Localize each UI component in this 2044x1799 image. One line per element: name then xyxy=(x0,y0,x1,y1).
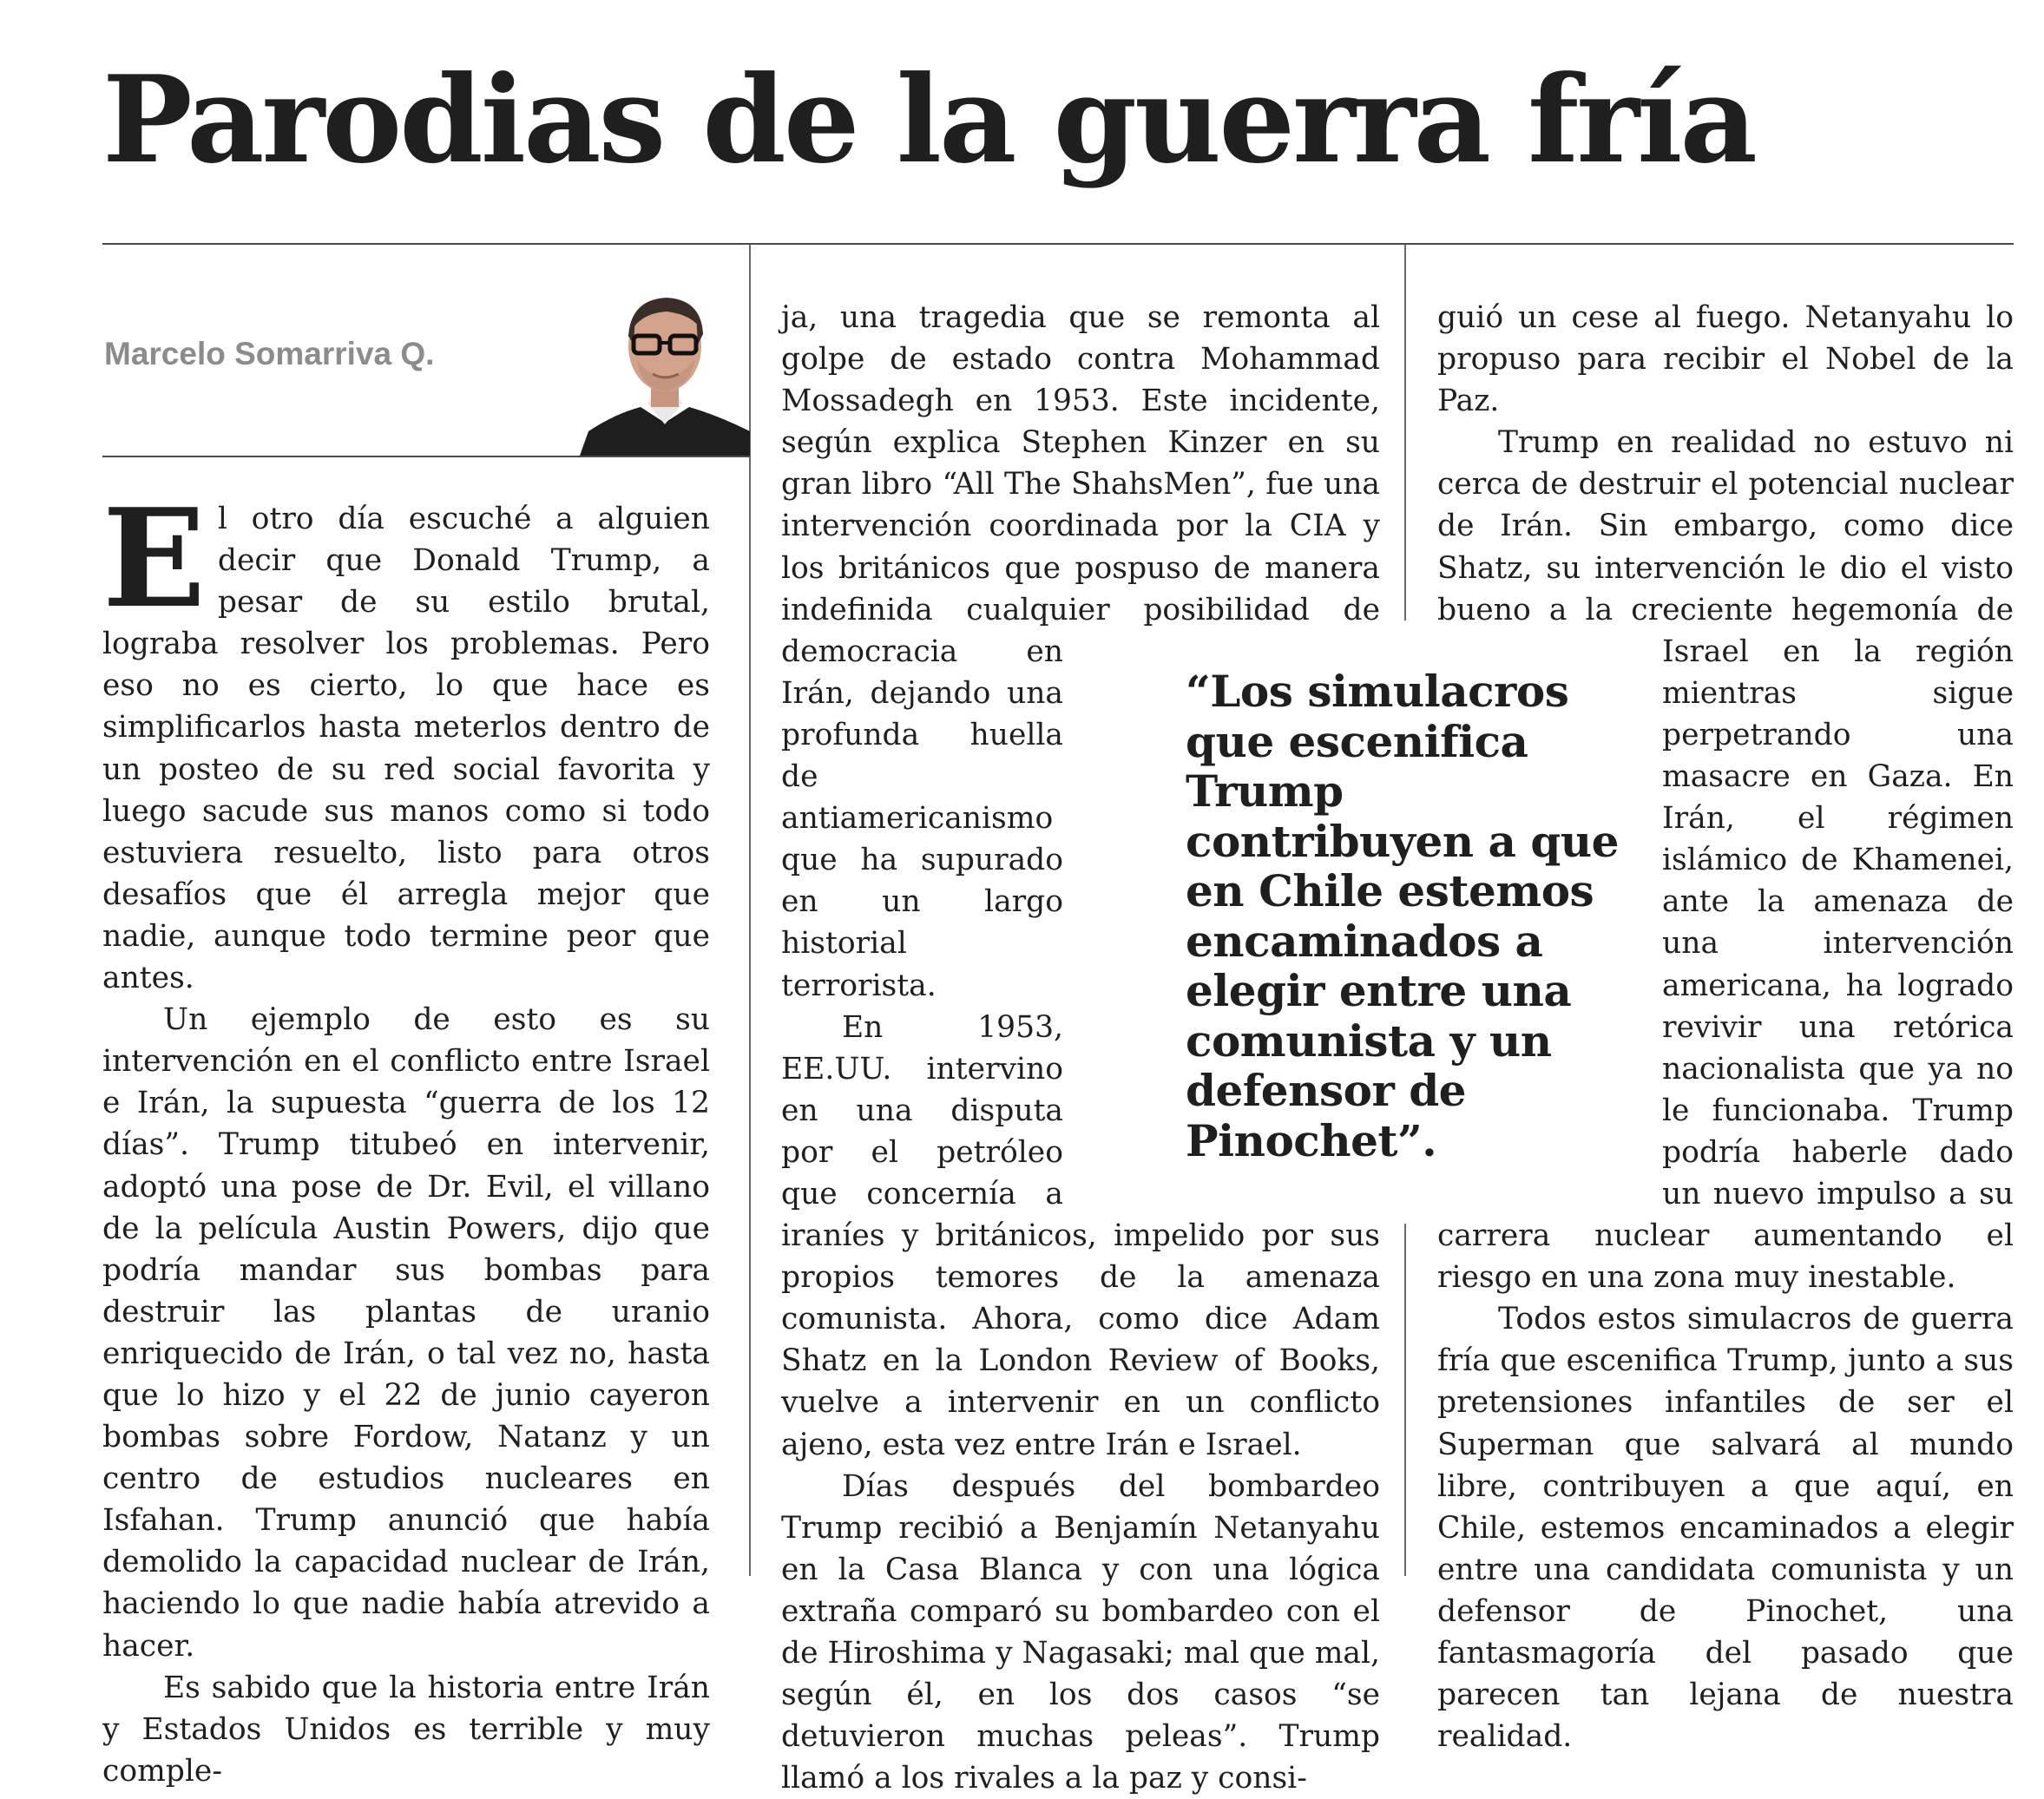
paragraph-1 xyxy=(102,479,710,999)
author-portrait-photo xyxy=(580,292,750,456)
column-divider-2-top xyxy=(1404,245,1406,620)
drop-cap: E xyxy=(102,479,206,638)
paragraph-1-text: l otro día escuché a alguien decir que Donald Trump, a pesar de su estilo brutal, lograba resolver los problemas. Pero eso no es cierto, lo que hace es simplificarlos hasta meterlos dentro de un posteo de su red social favorita y luego sacude sus manos como si todo estuviera resuelto, listo para otros desafíos que él arregla mejor que nadie, aunque todo termine peor que antes. xyxy=(102,502,710,996)
paragraph-5: En 1953, EE.UU. intervino en una disputa por el petróleo que concernía a iraníes y británicos, impelido por sus propios temores de la amenaza comunista. Ahora, como dice Adam Shatz en la London Review of Books, vuelve a intervenir en un conflicto ajeno, esta vez entre Irán e Israel. xyxy=(781,1009,1380,1462)
byline-divider xyxy=(102,456,750,457)
paragraph-9: Todos estos simulacros de guerra fría que escenifica Trump, junto a sus pretensiones infantiles de ser el Superman que salvará al mundo libre, contribuyen a que aquí, en Chile, estemos encaminados a elegir entre una candidata comunista y un defensor de Pinochet, una fantasmagoría del pasado que parecen tan lejana de nuestra realidad. xyxy=(1437,1302,2014,1755)
headline: Parodias de la guerra fría xyxy=(102,49,1755,190)
article-column-1 xyxy=(102,479,710,1792)
paragraph-7: guió un cese al fuego. Netanyahu lo propuso para recibir el Nobel de la Paz. xyxy=(1437,300,2014,419)
paragraph-8: Trump en realidad no estuvo ni cerca de destruir el potencial nuclear de Irán. Sin embargo, como dice Shatz, su intervención le dio el visto bueno a la creciente hegemonía de Israel en la región mientras sigue perpetrando una masacre en Gaza. En Irán, el régimen islámico de Khamenei, ante la amenaza de una intervención americana, ha logrado revivir una retórica nacionalista que ya no le funcionaba. Trump podría haberle dado un nuevo impulso a su carrera nuclear aumentando el riesgo en una zona muy inestable. xyxy=(1437,425,2014,1296)
paragraph-2: Un ejemplo de esto es su intervención en el conflicto entre Israel e Irán, la supuesta “guerra de los 12 días”. Trump titubeó en intervenir, adoptó una pose de Dr. Evil, el villano de la película Austin Powers, dijo que podría mandar sus bombas para destruir las plantas de uranio enriquecido de Irán, o tal vez no, hasta que lo hizo y el 22 de junio cayeron bombas sobre Fordow, Natanz y un centro de estudios nucleares en Isfahan. Trump anunció que había demolido la capacidad nuclear de Irán, haciendo lo que nadie había atrevido a hacer. xyxy=(102,1002,710,1664)
paragraph-6: Días después del bombardeo Trump recibió a Benjamín Netanyahu en la Casa Blanca y con una lógica extraña comparó su bombardeo con el de Hiroshima y Nagasaki; mal que mal, según él, en los dos casos “se detuvieron muchas peleas”. Trump llamó a los rivales a la paz y consi- xyxy=(781,1468,1380,1796)
pull-quote: “Los simulacros que escenifica Trump contribuyen a que en Chile estemos encaminados a elegir entre una comunista y un defensor de Pinochet”. xyxy=(1186,666,1619,1166)
paragraph-4: ja, una tragedia que se remonta al golpe de estado contra Mohammad Mossadegh en 1953. Este incidente, según explica Stephen Kinzer en su gran libro “All The ShahsMen”, fue una intervención coordinada por la CIA y los británicos que pospuso de manera indefinida cualquier posibilidad de democracia en Irán, dejando una profunda huella de antiamericanismo que ha supurado en un largo historial terrorista. xyxy=(781,300,1380,1003)
column-divider-2-bottom xyxy=(1404,1224,1406,1576)
author-name: Marcelo Somarriva Q. xyxy=(104,336,435,371)
paragraph-3: Es sabido que la historia entre Irán y Estados Unidos es terrible y muy comple- xyxy=(102,1670,710,1789)
